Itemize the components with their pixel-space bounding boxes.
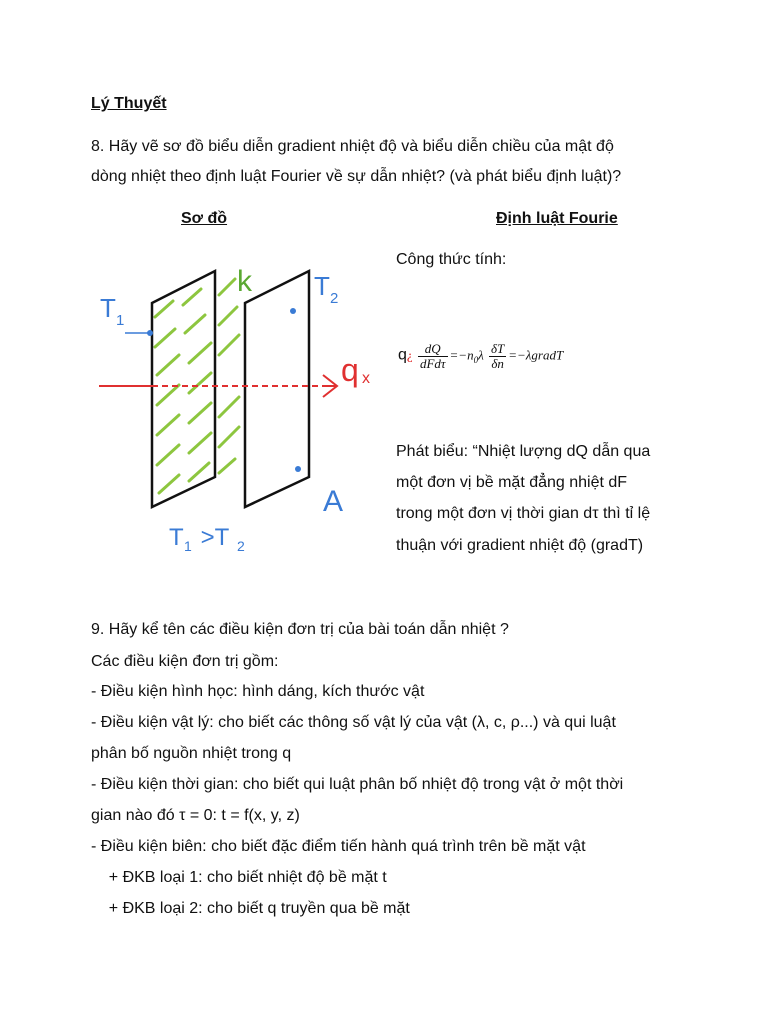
statement-line-3: trong một đơn vị thời gian dτ thì tỉ lệ: [396, 505, 651, 522]
formula-q: q: [398, 346, 407, 364]
relation-t2-sub: 2: [237, 538, 245, 554]
qx-label: q: [341, 352, 359, 388]
q9-line-10: + ĐKB loại 2: cho biết q truyền qua bề mặt: [91, 900, 410, 917]
t2-point: [290, 308, 296, 314]
t1-sub: 1: [116, 312, 125, 329]
formula-q-mark: ¿: [406, 347, 413, 363]
statement-line-2: một đơn vị bề mặt đẳng nhiệt dF: [396, 474, 628, 491]
heat-flux-arrow: [99, 375, 337, 397]
t2-label: T: [314, 271, 330, 301]
formula-label: Công thức tính:: [396, 251, 507, 268]
qx-sub: x: [362, 370, 370, 387]
k-label: k: [237, 265, 252, 298]
formula-fraction-2: $\frac{\delta T}{\delta n}$: [490, 341, 505, 371]
question-8-line-2: dòng nhiệt theo định luật Fourier về sự dẫn nhiệt? (và phát biểu định luật)?: [91, 168, 622, 185]
statement-line-4: thuận với gradient nhiệt độ (gradT): [396, 537, 644, 554]
q9-line-6: - Điều kiện thời gian: cho biết qui luật phân bố nhiệt độ trong vật ở một thời: [91, 776, 624, 793]
a-point: [295, 466, 301, 472]
formula-fraction-1: $\frac{dQ}{\text{dFdτ}}$: [419, 341, 446, 371]
law-heading: Định luật Fourie: [496, 210, 618, 227]
fourier-diagram: [95, 255, 385, 555]
q9-line-3: - Điều kiện hình học: hình dáng, kích thước vật: [91, 683, 425, 700]
hatch-pattern: [155, 289, 211, 493]
q9-line-5: phân bố nguồn nhiệt trong q: [91, 745, 292, 762]
q9-line-9: + ĐKB loại 1: cho biết nhiệt độ bề mặt t: [91, 869, 387, 886]
q9-line-8: - Điều kiện biên: cho biết đặc điểm tiến hành quá trình trên bề mặt vật: [91, 838, 586, 855]
relation-t1-sub: 1: [184, 538, 192, 554]
t1-label: T: [100, 293, 116, 323]
statement-line-1: Phát biểu: “Nhiệt lượng dQ dẫn qua: [396, 443, 651, 460]
q9-line-4: - Điều kiện vật lý: cho biết các thông số vật lý của vật (λ, c, ρ...) và qui luật: [91, 714, 616, 731]
diagram-heading: Sơ đồ: [181, 210, 228, 227]
q9-line-1: 9. Hãy kể tên các điều kiện đơn trị của bài toán dẫn nhiệt ?: [91, 621, 509, 638]
question-8-line-1: 8. Hãy vẽ sơ đồ biểu diễn gradient nhiệt độ và biểu diễn chiều của mật độ: [91, 138, 614, 155]
relation-mid: >T: [194, 524, 230, 551]
q9-line-7: gian nào đó τ = 0: t = f(x, y, z): [91, 807, 300, 824]
relation-t1: T: [169, 524, 184, 551]
fourier-formula: q¿ $\frac{dQ}{\text{dFdτ}}$ $=-n_0\lambda$ $\frac{\delta T}{\delta n}$ =−λgradT: [398, 341, 564, 371]
a-label: A: [323, 485, 344, 518]
t2-sub: 2: [330, 290, 339, 307]
q9-line-2: Các điều kiện đơn trị gồm:: [91, 653, 279, 670]
section-title: Lý Thuyết: [91, 95, 167, 112]
